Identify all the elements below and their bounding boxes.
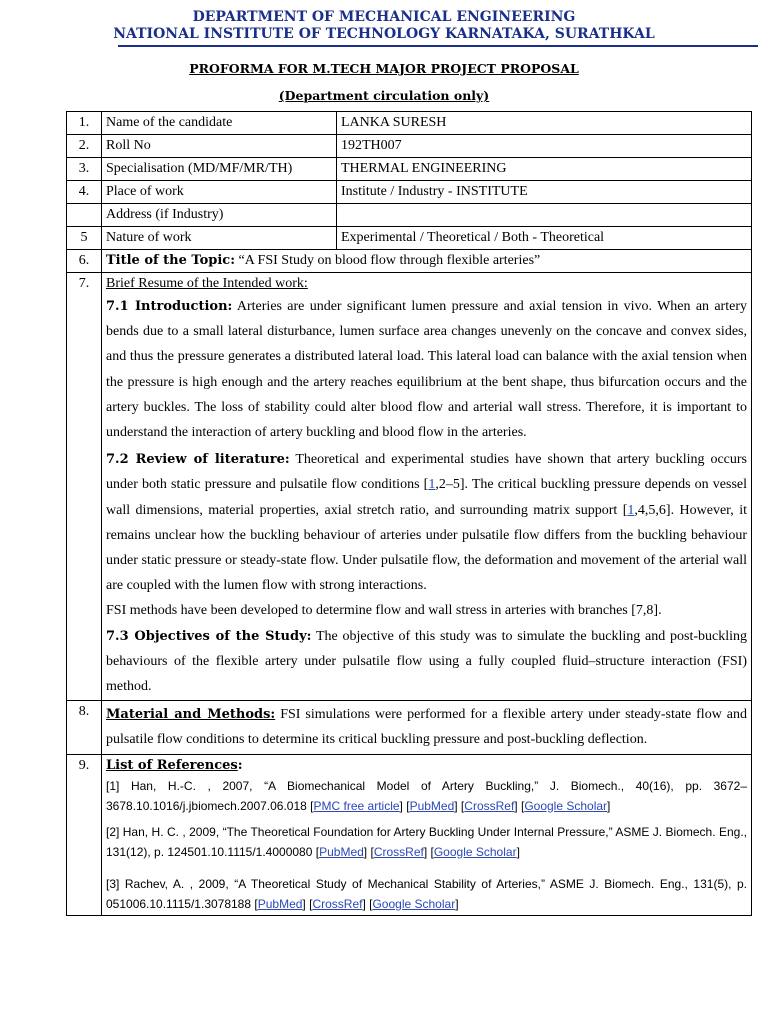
references-heading (106, 756, 747, 776)
row-number: 9. (67, 754, 102, 915)
form-row-roll-no (67, 135, 752, 158)
reference-text: [3] Rachev, A. , 2009, “A Theoretical Study of Mechanical Stability of Arteries,” ASME J. Biomech. Eng., 131(5), p. 051006.10.1115/1.3078188 (106, 876, 747, 911)
row-number: 6. (67, 250, 102, 273)
row-label: Place of work (102, 181, 337, 204)
institute-heading: NATIONAL INSTITUTE OF TECHNOLOGY KARNATAKA, SURATHKAL (113, 26, 655, 42)
row-label: Roll No (102, 135, 337, 158)
row-label: Nature of work (102, 227, 337, 250)
topic-cell (102, 250, 752, 273)
resume-heading: Brief Resume of the Intended work: (106, 276, 308, 291)
pmc-free-article-link[interactable]: PMC free article (313, 798, 400, 813)
row-value (337, 204, 752, 227)
row-label: Specialisation (MD/MF/MR/TH) (102, 158, 337, 181)
objectives-paragraph (106, 624, 747, 700)
form-subtitle: (Department circulation only) (278, 88, 490, 103)
topic-title: “A FSI Study on blood flow through flexible arteries” (238, 253, 541, 268)
literature-text: Theoretical and experimental studies have shown that artery buckling occurs under both static pressure and pulsatile flow conditions [ (106, 452, 747, 493)
reference-text: [1] Han, H.-C. , 2007, “A Biomechanical Model of Artery Buckling,” J. Biomech., 40(16), pp. 3672–3678.10.1016/j.jbiomech.2007.06.018 (106, 778, 747, 813)
row-number (67, 204, 102, 227)
form-row-place-of-work (67, 181, 752, 204)
department-heading: DEPARTMENT OF MECHANICAL ENGINEERING (192, 9, 576, 25)
objectives-heading: 7.3 Objectives of the Study: (106, 628, 312, 644)
references-colon: : (237, 757, 243, 773)
literature-heading: 7.2 Review of literature: (106, 452, 290, 468)
proposal-form-table (66, 111, 752, 916)
form-row-nature-of-work (67, 227, 752, 250)
methods-paragraph (106, 702, 747, 752)
topic-label: Title of the Topic: (106, 253, 235, 268)
reference-item: [2] Han, H. C. , 2009, “The Theoretical Foundation for Artery Buckling Under Internal Pressure,” ASME J. Biomech. Eng., 131(12), p. 124501.10.1115/1.4000080 [PubMed] [CrossRef] [Google Scholar] (106, 824, 747, 859)
row-value: 192TH007 (337, 135, 752, 158)
form-row-resume (67, 273, 752, 701)
form-row-topic (67, 250, 752, 273)
reference-text: [2] Han, H. C. , 2009, “The Theoretical Foundation for Artery Buckling Under Internal Pressure,” ASME J. Biomech. Eng., 131(12), p. 124501.10.1115/1.4000080 (106, 824, 747, 859)
row-number: 4. (67, 181, 102, 204)
reference-item: [3] Rachev, A. , 2009, “A Theoretical Study of Mechanical Stability of Arteries,” ASME J. Biomech. Eng., 131(5), p. 051006.10.1115/1.3078188 [PubMed] [CrossRef] [Google Scholar] (106, 876, 747, 911)
pubmed-link[interactable]: PubMed (319, 844, 364, 859)
reference-item: [1] Han, H.-C. , 2007, “A Biomechanical Model of Artery Buckling,” J. Biomech., 40(16), pp. 3672–3678.10.1016/j.jbiomech.2007.06.018 [PMC free article] [PubMed] [CrossRef] [Google Scholar] (106, 778, 747, 813)
form-row-references (67, 754, 752, 915)
methods-text: FSI simulations were performed for a flexible artery under steady-state flow and pulsatile flow conditions to determine its critical buckling pressure and post-buckling deflection. (106, 707, 747, 748)
row-label: Address (if Industry) (102, 204, 337, 227)
crossref-link[interactable]: CrossRef (373, 844, 424, 859)
row-number: 8. (67, 701, 102, 754)
fsi-methods-paragraph: FSI methods have been developed to determine flow and wall stress in arteries with branches [7,8]. (106, 603, 662, 619)
form-row-specialisation (67, 158, 752, 181)
crossref-link[interactable]: CrossRef (464, 798, 515, 813)
row-number: 1. (67, 112, 102, 135)
form-title: PROFORMA FOR M.TECH MAJOR PROJECT PROPOSAL (189, 61, 579, 76)
google-scholar-link[interactable]: Google Scholar (433, 844, 517, 859)
resume-cell (102, 273, 752, 701)
row-number: 7. (67, 273, 102, 701)
citation-link[interactable]: 1 (627, 502, 635, 518)
references-cell (102, 754, 752, 915)
row-value: Experimental / Theoretical / Both - Theoretical (337, 227, 752, 250)
form-row-methods (67, 701, 752, 754)
literature-text: ,2–5]. The critical buckling pressure depends on vessel wall dimensions, material properties, axial stretch ratio, and surrounding matrix support [ (106, 477, 747, 518)
row-number: 5 (67, 227, 102, 250)
references-label: List of References (106, 757, 238, 773)
row-label: Name of the candidate (102, 112, 337, 135)
citation-link[interactable]: 1 (428, 477, 436, 493)
form-row-candidate-name (67, 112, 752, 135)
google-scholar-link[interactable]: Google Scholar (372, 896, 456, 911)
introduction-text: Arteries are under significant lumen pressure and axial tension in vivo. When an artery bends due to a small lateral disturbance, lumen surface area changes unevenly on the concave and convex sides, and thus the pressure generates a distributed lateral load. This lateral load can balance with the axial tension when the pressure is high enough and the artery reaches equilibrium at the bent shape, thus bifurcation occurs and the artery buckles. The loss of stability could alter blood flow and arterial wall stress. Therefore, it is important to understand the interaction of artery buckling and blood flow in the arteries. (106, 299, 747, 441)
crossref-link[interactable]: CrossRef (312, 896, 363, 911)
google-scholar-link[interactable]: Google Scholar (524, 798, 608, 813)
introduction-heading: 7.1 Introduction: (106, 299, 233, 314)
pubmed-link[interactable]: PubMed (409, 798, 455, 813)
row-number: 3. (67, 158, 102, 181)
methods-heading: Material and Methods: (106, 707, 276, 723)
row-value: LANKA SURESH (337, 112, 752, 135)
objectives-text: The objective of this study was to simulate the buckling and post-buckling behaviours of the flexible artery under pulsatile flow using a fully coupled fluid–structure interaction (FSI) method. (106, 628, 748, 695)
literature-text: ,4,5,6]. However, it remains unclear how the buckling behaviour of arteries under pulsatile flow differs from the buckling behaviour under static pressure or steady-state flow. Under pulsatile flow, the deformation and movement of the arterial wall are coupled with the lumen flow with strong interactions. (106, 502, 747, 594)
literature-paragraph (106, 447, 747, 598)
methods-cell (102, 701, 752, 754)
form-row-address (67, 204, 752, 227)
row-value: Institute / Industry - INSTITUTE (337, 181, 752, 204)
introduction-paragraph (106, 294, 747, 445)
pubmed-link[interactable]: PubMed (257, 896, 303, 911)
header-divider (118, 45, 758, 47)
row-number: 2. (67, 135, 102, 158)
row-value: THERMAL ENGINEERING (337, 158, 752, 181)
